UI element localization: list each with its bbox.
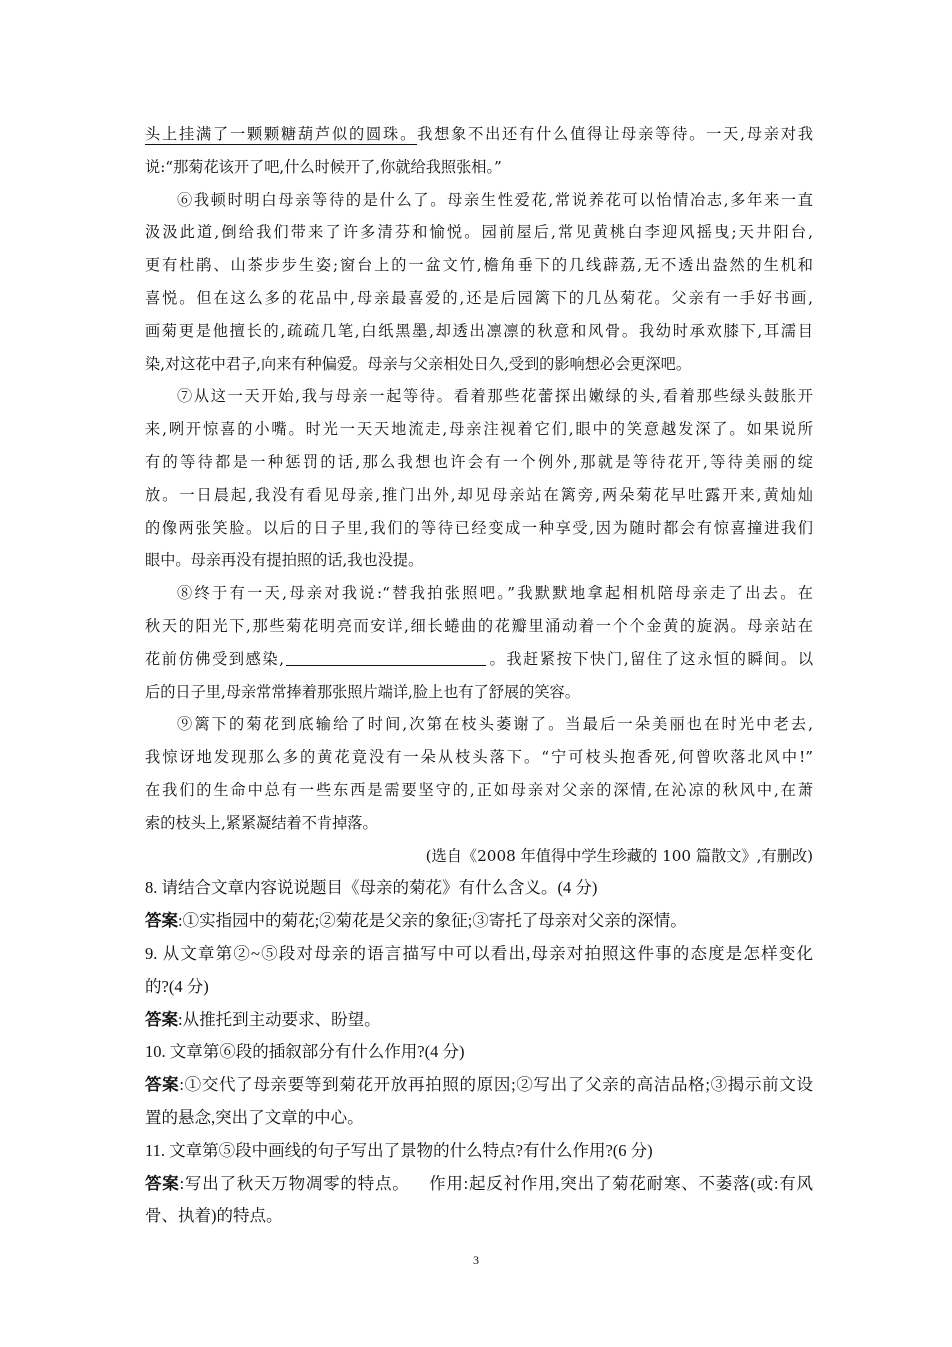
passage-line [145, 118, 813, 151]
page-number: 3 [473, 1253, 479, 1267]
answer-label: 答案 [145, 1009, 178, 1029]
source-citation: (选自《2008 年值得中学生珍藏的 100 篇散文》,有删改) [425, 846, 813, 865]
paragraph-7-line: 有的等待都是一种惩罚的话,那么我想也许会有一个例外,那就是等待花开,等待美丽的绽 [145, 452, 813, 471]
answer-text: :①实指园中的菊花;②菊花是父亲的象征;③寄托了母亲对父亲的深情。 [178, 911, 687, 931]
paragraph-9-line: ⑨篱下的菊花到底输给了时间,次第在枝头萎谢了。当最后一朵美丽也在时光中老去, [177, 715, 813, 734]
paragraph-9-line: 在我们的生命中总有一些东西是需要坚守的,正如母亲对父亲的深情,在沁凉的秋风中,在萧 [145, 780, 813, 799]
question-9: 9. 从文章第②~⑤段对母亲的语言描写中可以看出,母亲对拍照这件事的态度是怎样变化 [145, 943, 813, 963]
answer-label: 答案 [145, 1075, 180, 1095]
answer-label: 答案 [145, 1173, 180, 1193]
paragraph-8-line [145, 643, 813, 676]
paragraph-8-line: 后的日子里,母亲常常捧着那张照片端详,脸上也有了舒展的笑容。 [145, 682, 580, 701]
paragraph-7-line: 的像两张笑脸。以后的日子里,我们的等待已经变成一种享受,因为随时都会有惊喜撞进我们 [145, 518, 813, 537]
paragraph-7-line: ⑦从这一天开始,我与母亲一起等待。看着那些花蕾探出嫩绿的头,看着那些绿头鼓胀开 [177, 387, 813, 406]
passage-line: 说:“那菊花该开了吧,什么时候开了,你就给我照张相。” [145, 157, 502, 176]
question-11: 11. 文章第⑤段中画线的句子写出了景物的什么特点?有什么作用?(6 分) [145, 1140, 653, 1160]
paragraph-6-line: 画菊更是他擅长的,疏疏几笔,白纸黑墨,却透出凛凛的秋意和风骨。我幼时承欢膝下,耳濡目 [145, 321, 813, 340]
fill-in-blank[interactable] [286, 647, 486, 666]
paragraph-8-line: 秋天的阳光下,那些菊花明亮而安详,细长蜷曲的花瓣里涌动着一个个金黄的旋涡。母亲站在 [145, 616, 813, 635]
page-content [145, 118, 813, 1233]
answer-9 [145, 1004, 813, 1037]
paragraph-7-line: 来,咧开惊喜的小嘴。时光一天天地流走,母亲注视着它们,眼中的笑意越发深了。如果说所 [145, 420, 813, 439]
paragraph-7-line: 眼中。母亲再没有提拍照的话,我也没提。 [145, 551, 424, 570]
question-8: 8. 请结合文章内容说说题目《母亲的菊花》有什么含义。(4 分) [145, 878, 598, 898]
answer-11-cont: 骨、执着)的特点。 [145, 1206, 283, 1226]
paragraph-6-line: ⑥我顿时明白母亲等待的是什么了。母亲生性爱花,常说养花可以怡情冶志,多年来一直 [177, 190, 813, 209]
answer-text: :①交代了母亲要等到菊花开放再拍照的原因;②写出了父亲的高洁品格;③揭示前文设 [179, 1075, 814, 1095]
answer-10 [145, 1069, 813, 1102]
passage-text: 花前仿佛受到感染, [145, 649, 284, 668]
passage-text: 我想象不出还有什么值得让母亲等待。一天,母亲对我 [417, 125, 814, 143]
answer-8 [145, 905, 813, 938]
paragraph-6-line: 喜悦。但在这么多的花品中,母亲最喜爱的,还是后园篱下的几丛菊花。父亲有一手好书画, [145, 288, 813, 307]
answer-11 [145, 1168, 813, 1201]
paragraph-9-line: 索的枝头上,紧紧凝结着不肯掉落。 [145, 813, 378, 832]
paragraph-6-line: 染,对这花中君子,向来有种偏爱。母亲与父亲相处日久,受到的影响想必会更深吧。 [145, 354, 692, 373]
answer-10-cont: 置的悬念,突出了文章的中心。 [145, 1107, 364, 1127]
answer-text: :从推托到主动要求、盼望。 [178, 1009, 381, 1029]
paragraph-7-line: 放。一日晨起,我没有看见母亲,推门出外,却见母亲站在篱旁,两朵菊花早吐露开来,黄灿灿 [145, 485, 813, 504]
paragraph-6-line: 汲汲此道,倒给我们带来了许多清芬和愉悦。园前屋后,常见黄桃白李迎风摇曳;天井阳台, [145, 223, 813, 242]
answer-text: :写出了秋天万物凋零的特点。 作用:起反衬作用,突出了菊花耐寒、不萎落(或:有风 [179, 1173, 814, 1193]
underlined-sentence: 头上挂满了一颗颗糖葫芦似的圆珠。 [145, 125, 418, 143]
answer-label: 答案 [145, 911, 178, 931]
paragraph-9-line: 我惊讶地发现那么多的黄花竟没有一朵从枝头落下。“宁可枝头抱香死,何曾吹落北风中!” [145, 748, 813, 767]
passage-text: 。我赶紧按下快门,留住了这永恒的瞬间。以 [487, 649, 814, 668]
paragraph-6-line: 更有杜鹃、山茶步步生姿;窗台上的一盆文竹,檐角垂下的几线薜荔,无不透出盎然的生机和 [145, 256, 813, 275]
question-10: 10. 文章第⑥段的插叙部分有什么作用?(4 分) [145, 1042, 465, 1062]
question-9-cont: 的?(4 分) [145, 976, 209, 996]
paragraph-8-line: ⑧终于有一天,母亲对我说:“替我拍张照吧。”我默默地拿起相机陪母亲走了出去。在 [177, 584, 813, 603]
